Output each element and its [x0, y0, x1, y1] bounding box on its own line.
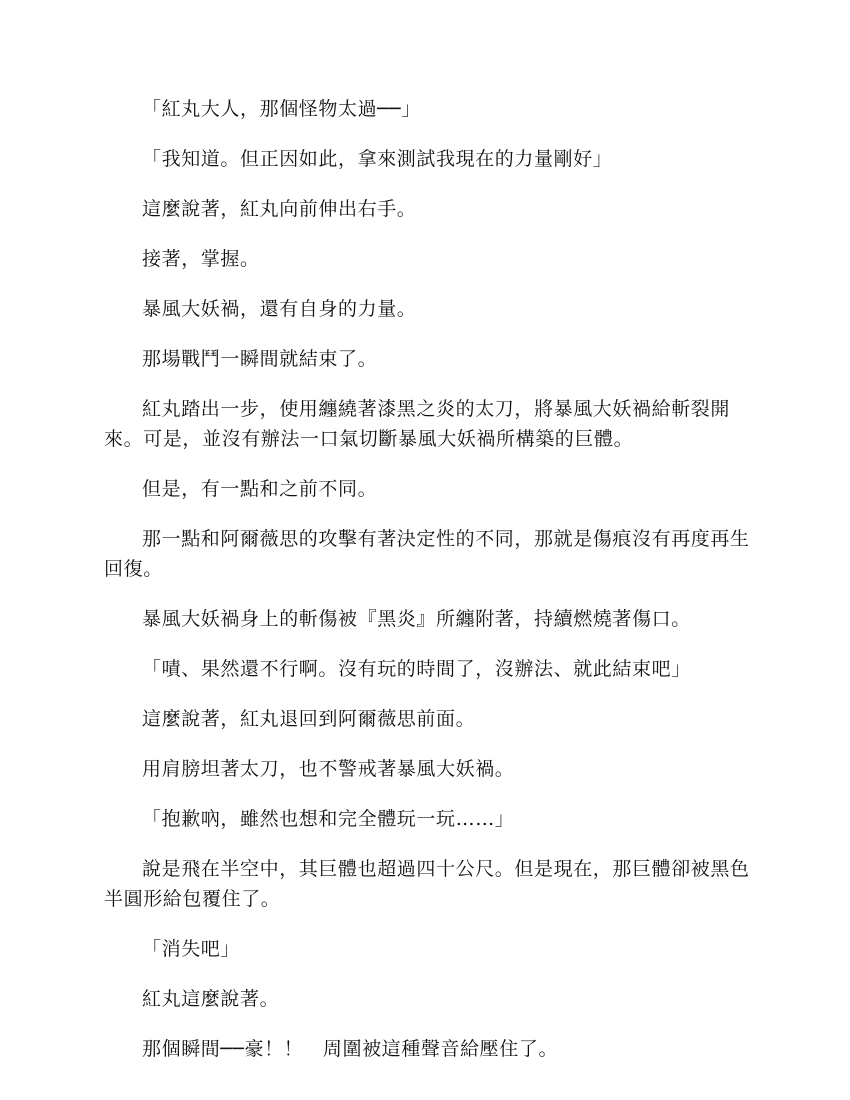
- paragraph-12: 這麼說著，紅丸退回到阿爾薇思前面。: [142, 708, 476, 730]
- paragraph-14: 「抱歉吶，雖然也想和完全體玩一玩……」: [142, 808, 515, 830]
- paragraph-10: 暴風大妖禍身上的斬傷被『黑炎』所纏附著，持續燃燒著傷口。: [142, 608, 691, 630]
- paragraph-16: 「消失吧」: [142, 938, 241, 960]
- paragraph-6: 那場戰鬥一瞬間就結束了。: [142, 348, 378, 370]
- paragraph-8: 但是，有一點和之前不同。: [142, 478, 378, 500]
- paragraph-11: 「嘖、果然還不行啊。沒有玩的時間了，沒辦法、就此結束吧」: [142, 658, 691, 680]
- paragraph-5: 暴風大妖禍，還有自身的力量。: [142, 298, 417, 320]
- paragraph-15: 說是飛在半空中，其巨體也超過四十公尺。但是現在，那巨體卻被黑色半圓形給包覆住了。: [104, 858, 750, 910]
- paragraph-13: 用肩膀坦著太刀，也不警戒著暴風大妖禍。: [142, 758, 515, 780]
- paragraph-2: 「我知道。但正因如此，拿來測試我現在的力量剛好」: [142, 148, 613, 170]
- paragraph-18: 那個瞬間──豪！！ 周圍被這種聲音給壓住了。: [142, 1038, 559, 1060]
- paragraph-9: 那一點和阿爾薇思的攻擊有著決定性的不同，那就是傷痕沒有再度再生回復。: [104, 528, 750, 580]
- document-page: [104, 94, 754, 1084]
- paragraph-4: 接著，掌握。: [142, 248, 260, 270]
- paragraph-3: 這麼說著，紅丸向前伸出右手。: [142, 198, 417, 220]
- paragraph-17: 紅丸這麼說著。: [142, 988, 280, 1010]
- paragraph-7: 紅丸踏出一步，使用纏繞著漆黑之炎的太刀，將暴風大妖禍給斬裂開來。可是，並沒有辦法一口氣切斷暴風大妖禍所構築的巨體。: [104, 398, 731, 450]
- paragraph-1: 「紅丸大人，那個怪物太過──」: [142, 98, 421, 120]
